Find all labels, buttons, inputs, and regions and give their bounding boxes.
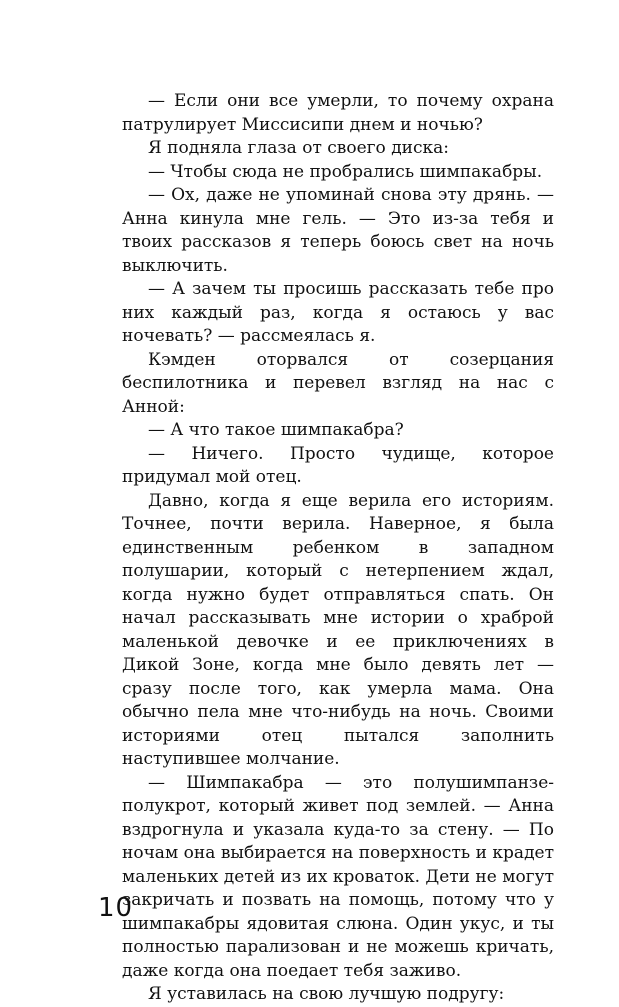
- page-text: [122, 90, 554, 1007]
- paragraph: Я уставилась на свою лучшую подругу:: [148, 984, 505, 1004]
- paragraph: — А зачем ты просишь рассказать тебе про них каждый раз, когда я остаюсь у вас ночевать? — рассмеялась я.: [122, 279, 554, 346]
- paragraph: Кэмден оторвался от созерцания беспилотника и перевел взгляд на нас с Анной:: [122, 349, 554, 417]
- paragraph: — Ничего. Просто чудище, которое придумал мой отец.: [122, 443, 554, 487]
- paragraph: Давно, когда я еще верила его историям. Точнее, почти верила. Наверное, я была единственным ребенком в западном полушарии, который с нетерпением ждал, когда нужно будет отправляться спать. Он начал рассказывать мне истории о храброй маленькой девочке и ее приключениях в Дикой Зоне, когда мне было девять лет — сразу после того, как умерла мама. Она обычно пела мне что-нибудь на ночь. Своими историями отец пытался заполнить наступившее молчание.: [122, 490, 554, 769]
- paragraph: Я подняла глаза от своего диска:: [148, 138, 449, 158]
- paragraph: — А что такое шимпакабра?: [148, 420, 404, 440]
- paragraph: — Чтобы сюда не пробрались шимпакабры.: [148, 161, 543, 182]
- paragraph: — Ох, даже не упоминай снова эту дрянь. — Анна кинула мне гель. — Это из-за тебя и твоих рассказов я теперь боюсь свет на ночь выключить.: [122, 185, 554, 276]
- page-number: 10: [98, 893, 134, 923]
- paragraph: — Шимпакабра — это полушимпанзе-полукрот, который живет под землей. — Анна вздрогнула и указала куда-то за стену. — По ночам она выбирается на поверхность и крадет маленьких детей из их кроваток. Дети не могут закричать и позвать на помощь, потому что у шимпакабры ядовитая слюна. Один укус, и ты полностью парализован и не можешь кричать, даже когда она поедает тебя заживо.: [122, 772, 554, 981]
- paragraph: — Если они все умерли, то почему охрана патрулирует Миссисипи днем и ночью?: [122, 91, 554, 135]
